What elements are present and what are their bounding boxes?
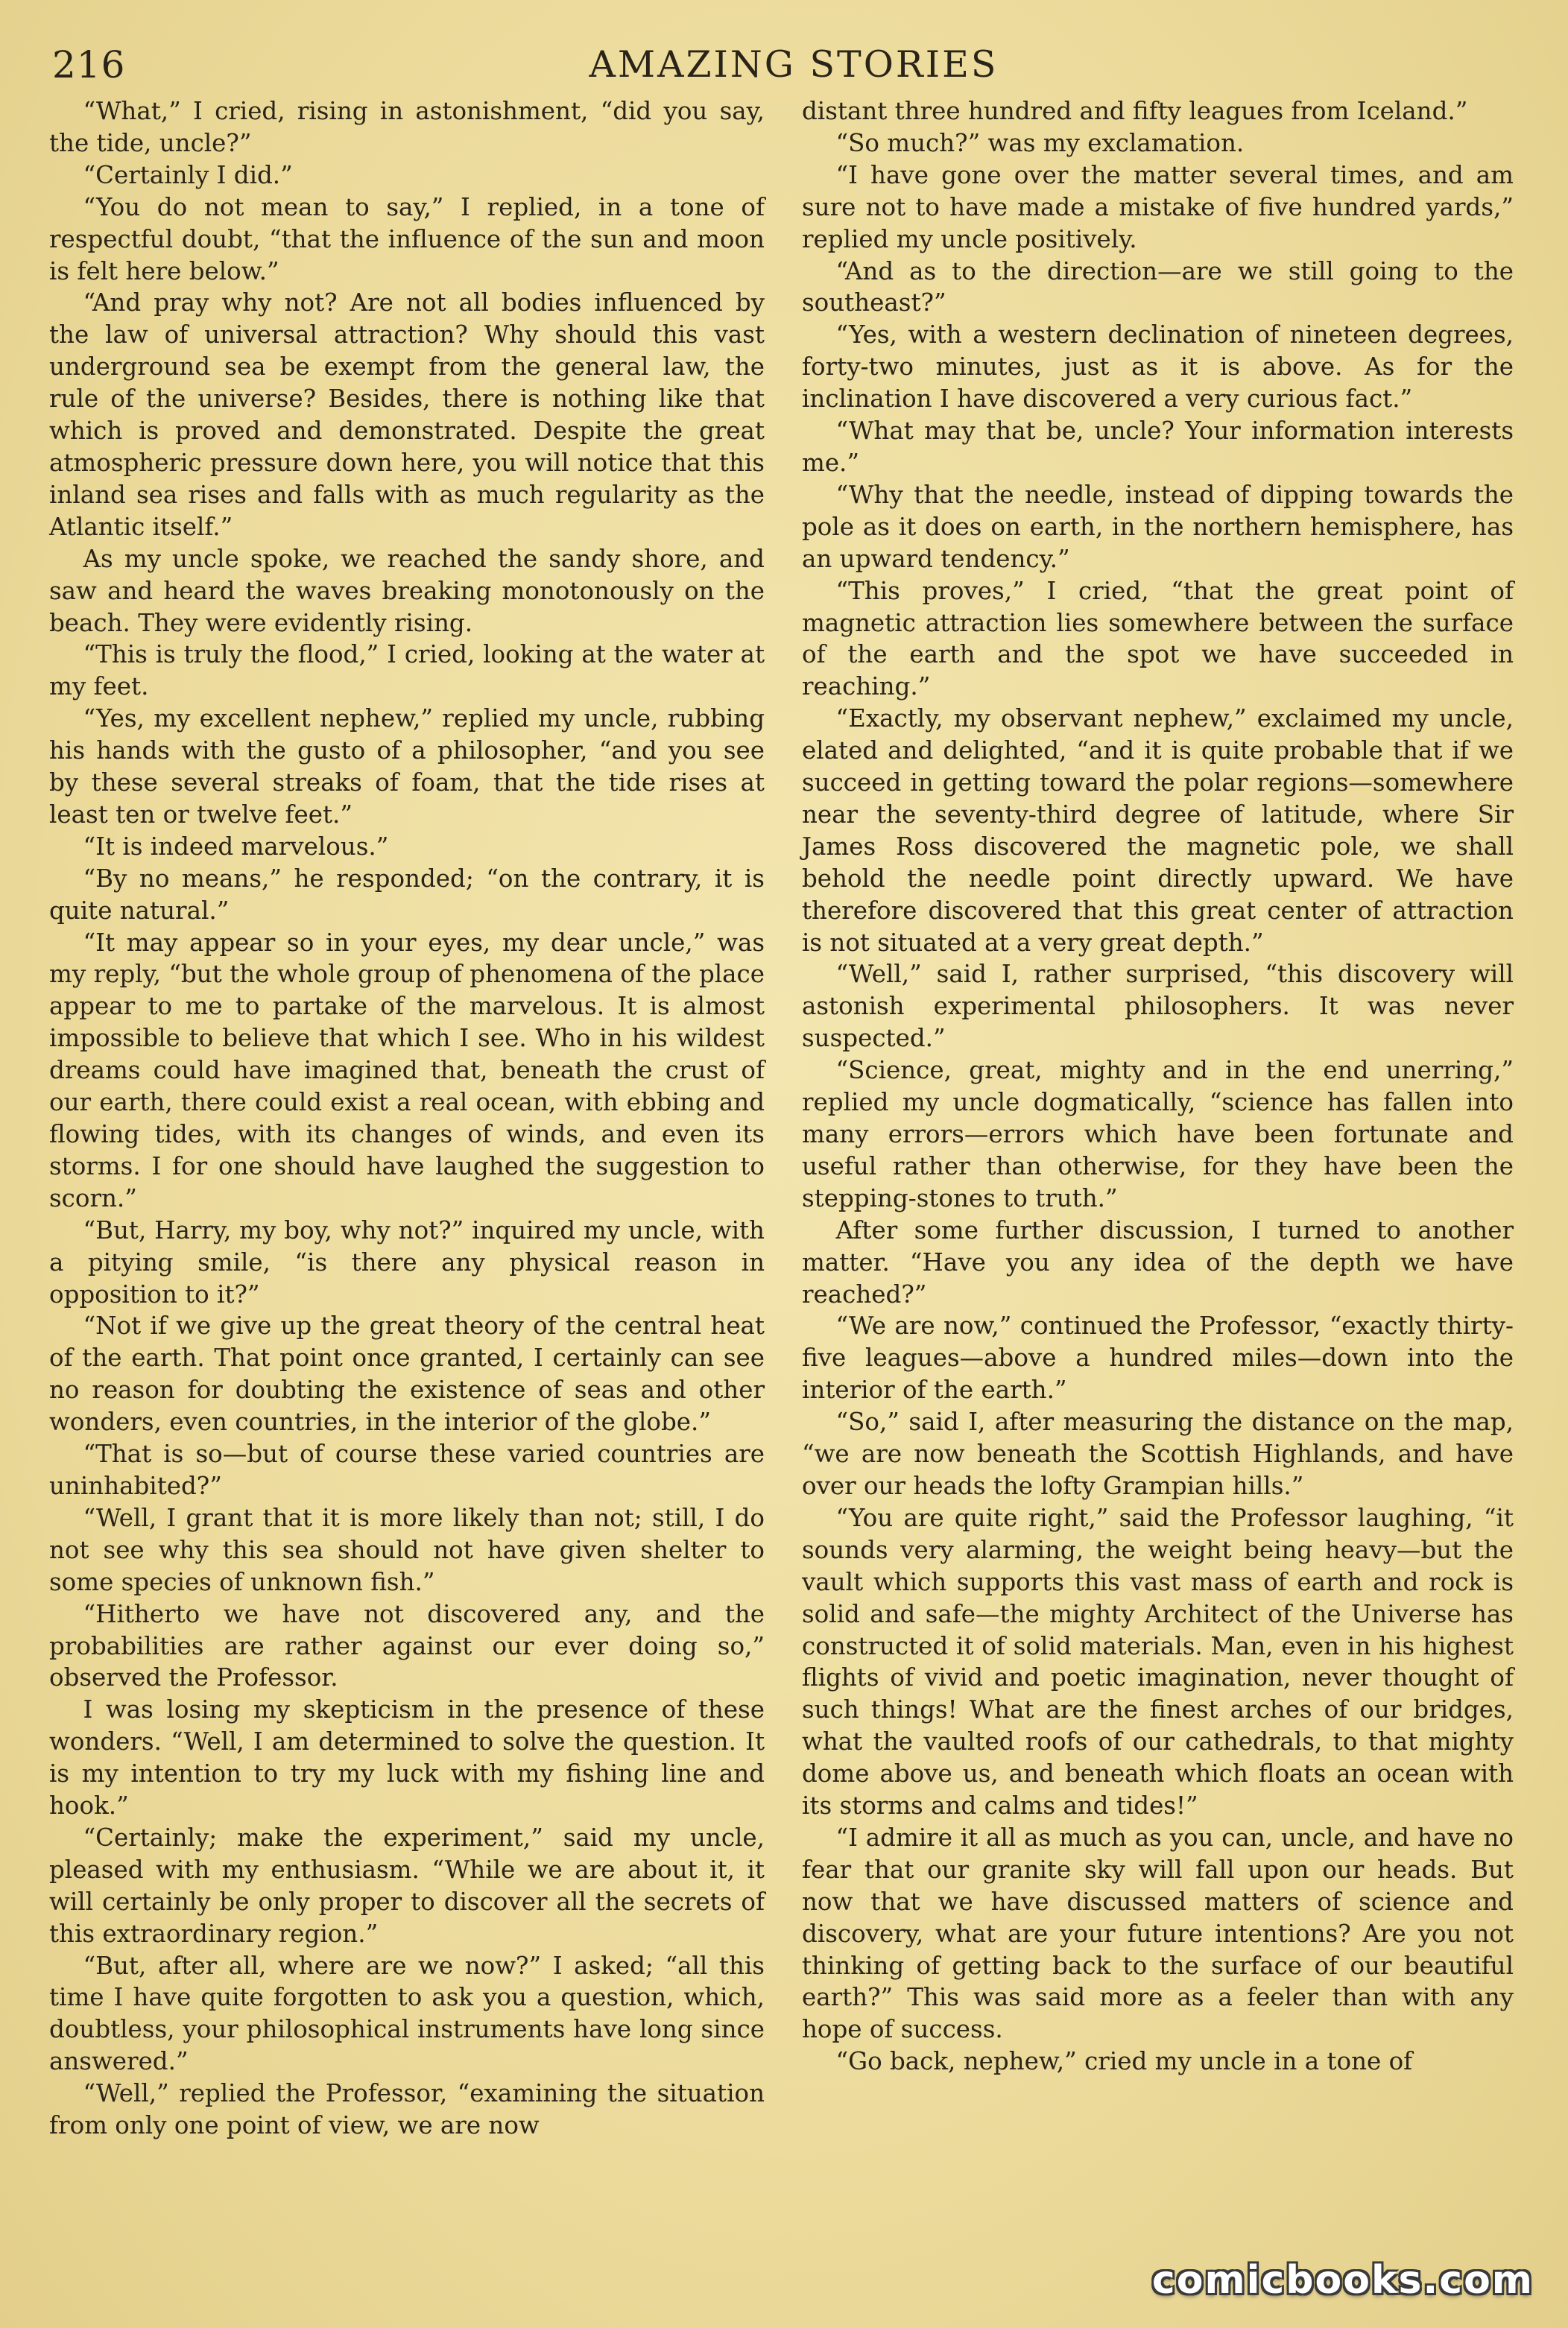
running-title: AMAZING STORIES: [589, 43, 999, 86]
paragraph: After some further discussion, I turned to another matter. “Have you any idea of the depth we have reached?”: [802, 1215, 1514, 1309]
paragraph: “You are quite right,” said the Professor laughing, “it sounds very alarming, the weight being heavy—but the vault which supports this vast mass of earth and rock is solid and safe—the mighty Architect of the Universe has constructed it of solid materials. Man, even in his highest flights of vivid and poetic imagination, never thought of such things! What are the finest arches of our bridges, what the vaulted roofs of our cathedrals, to that mighty dome above us, and beneath which floats an ocean with its storms and calms and tides!”: [802, 1503, 1514, 1821]
paragraph: “But, Harry, my boy, why not?” inquired my uncle, with a pitying smile, “is there any physical reason in opposition to it?”: [49, 1215, 765, 1309]
paragraph: “Science, great, mighty and in the end unerring,” replied my uncle dogmatically, “science has fallen into many errors—errors which have been fortunate and useful rather than otherwise, for they have been the stepping-stones to truth.”: [802, 1056, 1514, 1212]
paragraph: “Exactly, my observant nephew,” exclaimed my uncle, elated and delighted, “and it is quite probable that if we succeed in getting toward the polar regions—somewhere near the seventy-third degree of latitude, where Sir James Ross discovered the magnetic pole, we shall behold the needle point directly upward. We have therefore discovered that this great center of attraction is not situated at a very great depth.”: [802, 704, 1514, 957]
paragraph: “And pray why not? Are not all bodies influenced by the law of universal attraction? Why should this vast underground sea be exempt from the general law, the rule of the universe? Besides, there is nothing like that which is proved and demonstrated. Despite the great atmospheric pressure down here, you will notice that this inland sea rises and falls with as much regularity as the Atlantic itself.”: [49, 288, 765, 541]
paragraph: “And as to the direction—are we still going to the southeast?”: [802, 256, 1514, 317]
paragraph: “It may appear so in your eyes, my dear uncle,” was my reply, “but the whole group of phenomena of the place appear to me to partake of the marvelous. It is almost impossible to believe that which I see. Who in his wildest dreams could have imagined that, beneath the crust of our earth, there could exist a real ocean, with ebbing and flowing tides, with its changes of winds, and even its storms. I for one should have laughed the suggestion to scorn.”: [49, 928, 765, 1212]
paragraph: “You do not mean to say,” I replied, in a tone of respectful doubt, “that the influence of the sun and moon is felt here below.”: [49, 192, 765, 285]
site-watermark: comicbooks.com: [1151, 2258, 1534, 2303]
paragraph: “But, after all, where are we now?” I asked; “all this time I have quite forgotten to ask you a question, which, doubtless, your philosophical instruments have long since answered.”: [49, 1951, 765, 2076]
paragraph: “Well, I grant that it is more likely than not; still, I do not see why this sea should not have given shelter to some species of unknown fish.”: [49, 1503, 765, 1596]
paragraph: “So much?” was my exclamation.: [835, 128, 1245, 157]
paragraph: “Yes, my excellent nephew,” replied my uncle, rubbing his hands with the gusto of a philosopher, “and you see by these several streaks of foam, that the tide rises at least ten or twelve feet.”: [49, 704, 765, 829]
paragraph: “Well,” replied the Professor, “examining the situation from only one point of view, we are now: [49, 2079, 765, 2140]
paragraph: “What may that be, uncle? Your information interests me.”: [802, 417, 1514, 477]
page-header: [52, 39, 1535, 91]
paragraph: “This is truly the flood,” I cried, looking at the water at my feet.: [49, 640, 765, 701]
paragraph: “Hitherto we have not discovered any, and the probabilities are rather against our ever doing so,” observed the Professor.: [49, 1599, 765, 1692]
page-number: 216: [52, 43, 126, 86]
paragraph: “Certainly; make the experiment,” said my uncle, pleased with my enthusiasm. “While we are about it, it will certainly be only proper to discover all the secrets of this extraordinary region.”: [49, 1823, 765, 1948]
paragraph: “So,” said I, after measuring the distance on the map, “we are now beneath the Scottish Highlands, and have over our heads the lofty Grampian hills.”: [802, 1408, 1514, 1500]
paragraph: “What,” I cried, rising in astonishment, “did you say, the tide, uncle?”: [49, 97, 765, 157]
paragraph: “This proves,” I cried, “that the great point of magnetic attraction lies somewhere between the surface of the earth and the spot we have succeeded in reaching.”: [802, 576, 1514, 701]
text-column-left: [49, 95, 765, 2142]
paragraph: “It is indeed marvelous.”: [83, 832, 389, 861]
paragraph: “By no means,” he responded; “on the contrary, it is quite natural.”: [49, 864, 765, 925]
paragraph: “Not if we give up the great theory of the central heat of the earth. That point once granted, I certainly can see no reason for doubting the existence of seas and other wonders, even countries, in the interior of the globe.”: [49, 1312, 765, 1437]
paragraph: “Yes, with a western declination of nineteen degrees, forty-two minutes, just as it is above. As for the inclination I have discovered a very curious fact.”: [802, 320, 1514, 414]
paragraph: distant three hundred and fifty leagues from Iceland.”: [802, 97, 1468, 125]
paragraph: “We are now,” continued the Professor, “exactly thirty-five leagues—above a hundred miles—down into the interior of the earth.”: [802, 1312, 1514, 1405]
paragraph: I was losing my skepticism in the presence of these wonders. “Well, I am determined to solve the question. It is my intention to try my luck with my fishing line and hook.”: [49, 1695, 765, 1821]
paragraph: “Go back, nephew,” cried my uncle in a tone of: [835, 2047, 1413, 2076]
paragraph: “Certainly I did.”: [83, 160, 293, 189]
paragraph: “Well,” said I, rather surprised, “this discovery will astonish experimental philosophers. It was never suspected.”: [802, 960, 1514, 1053]
paragraph: “Why that the needle, instead of dipping towards the pole as it does on earth, in the northern hemisphere, has an upward tendency.”: [802, 480, 1514, 573]
paragraph: “That is so—but of course these varied countries are uninhabited?”: [49, 1440, 765, 1500]
text-column-right: [802, 95, 1514, 2078]
paragraph: “I have gone over the matter several times, and am sure not to have made a mistake of five hundred yards,” replied my uncle positively.: [802, 160, 1514, 253]
paragraph: As my uncle spoke, we reached the sandy shore, and saw and heard the waves breaking monotonously on the beach. They were evidently rising.: [49, 544, 765, 637]
paragraph: “I admire it all as much as you can, uncle, and have no fear that our granite sky will fall upon our heads. But now that we have discussed matters of science and discovery, what are your future intentions? Are you not thinking of getting back to the surface of our beautiful earth?” This was said more as a feeler than with any hope of success.: [802, 1823, 1514, 2044]
